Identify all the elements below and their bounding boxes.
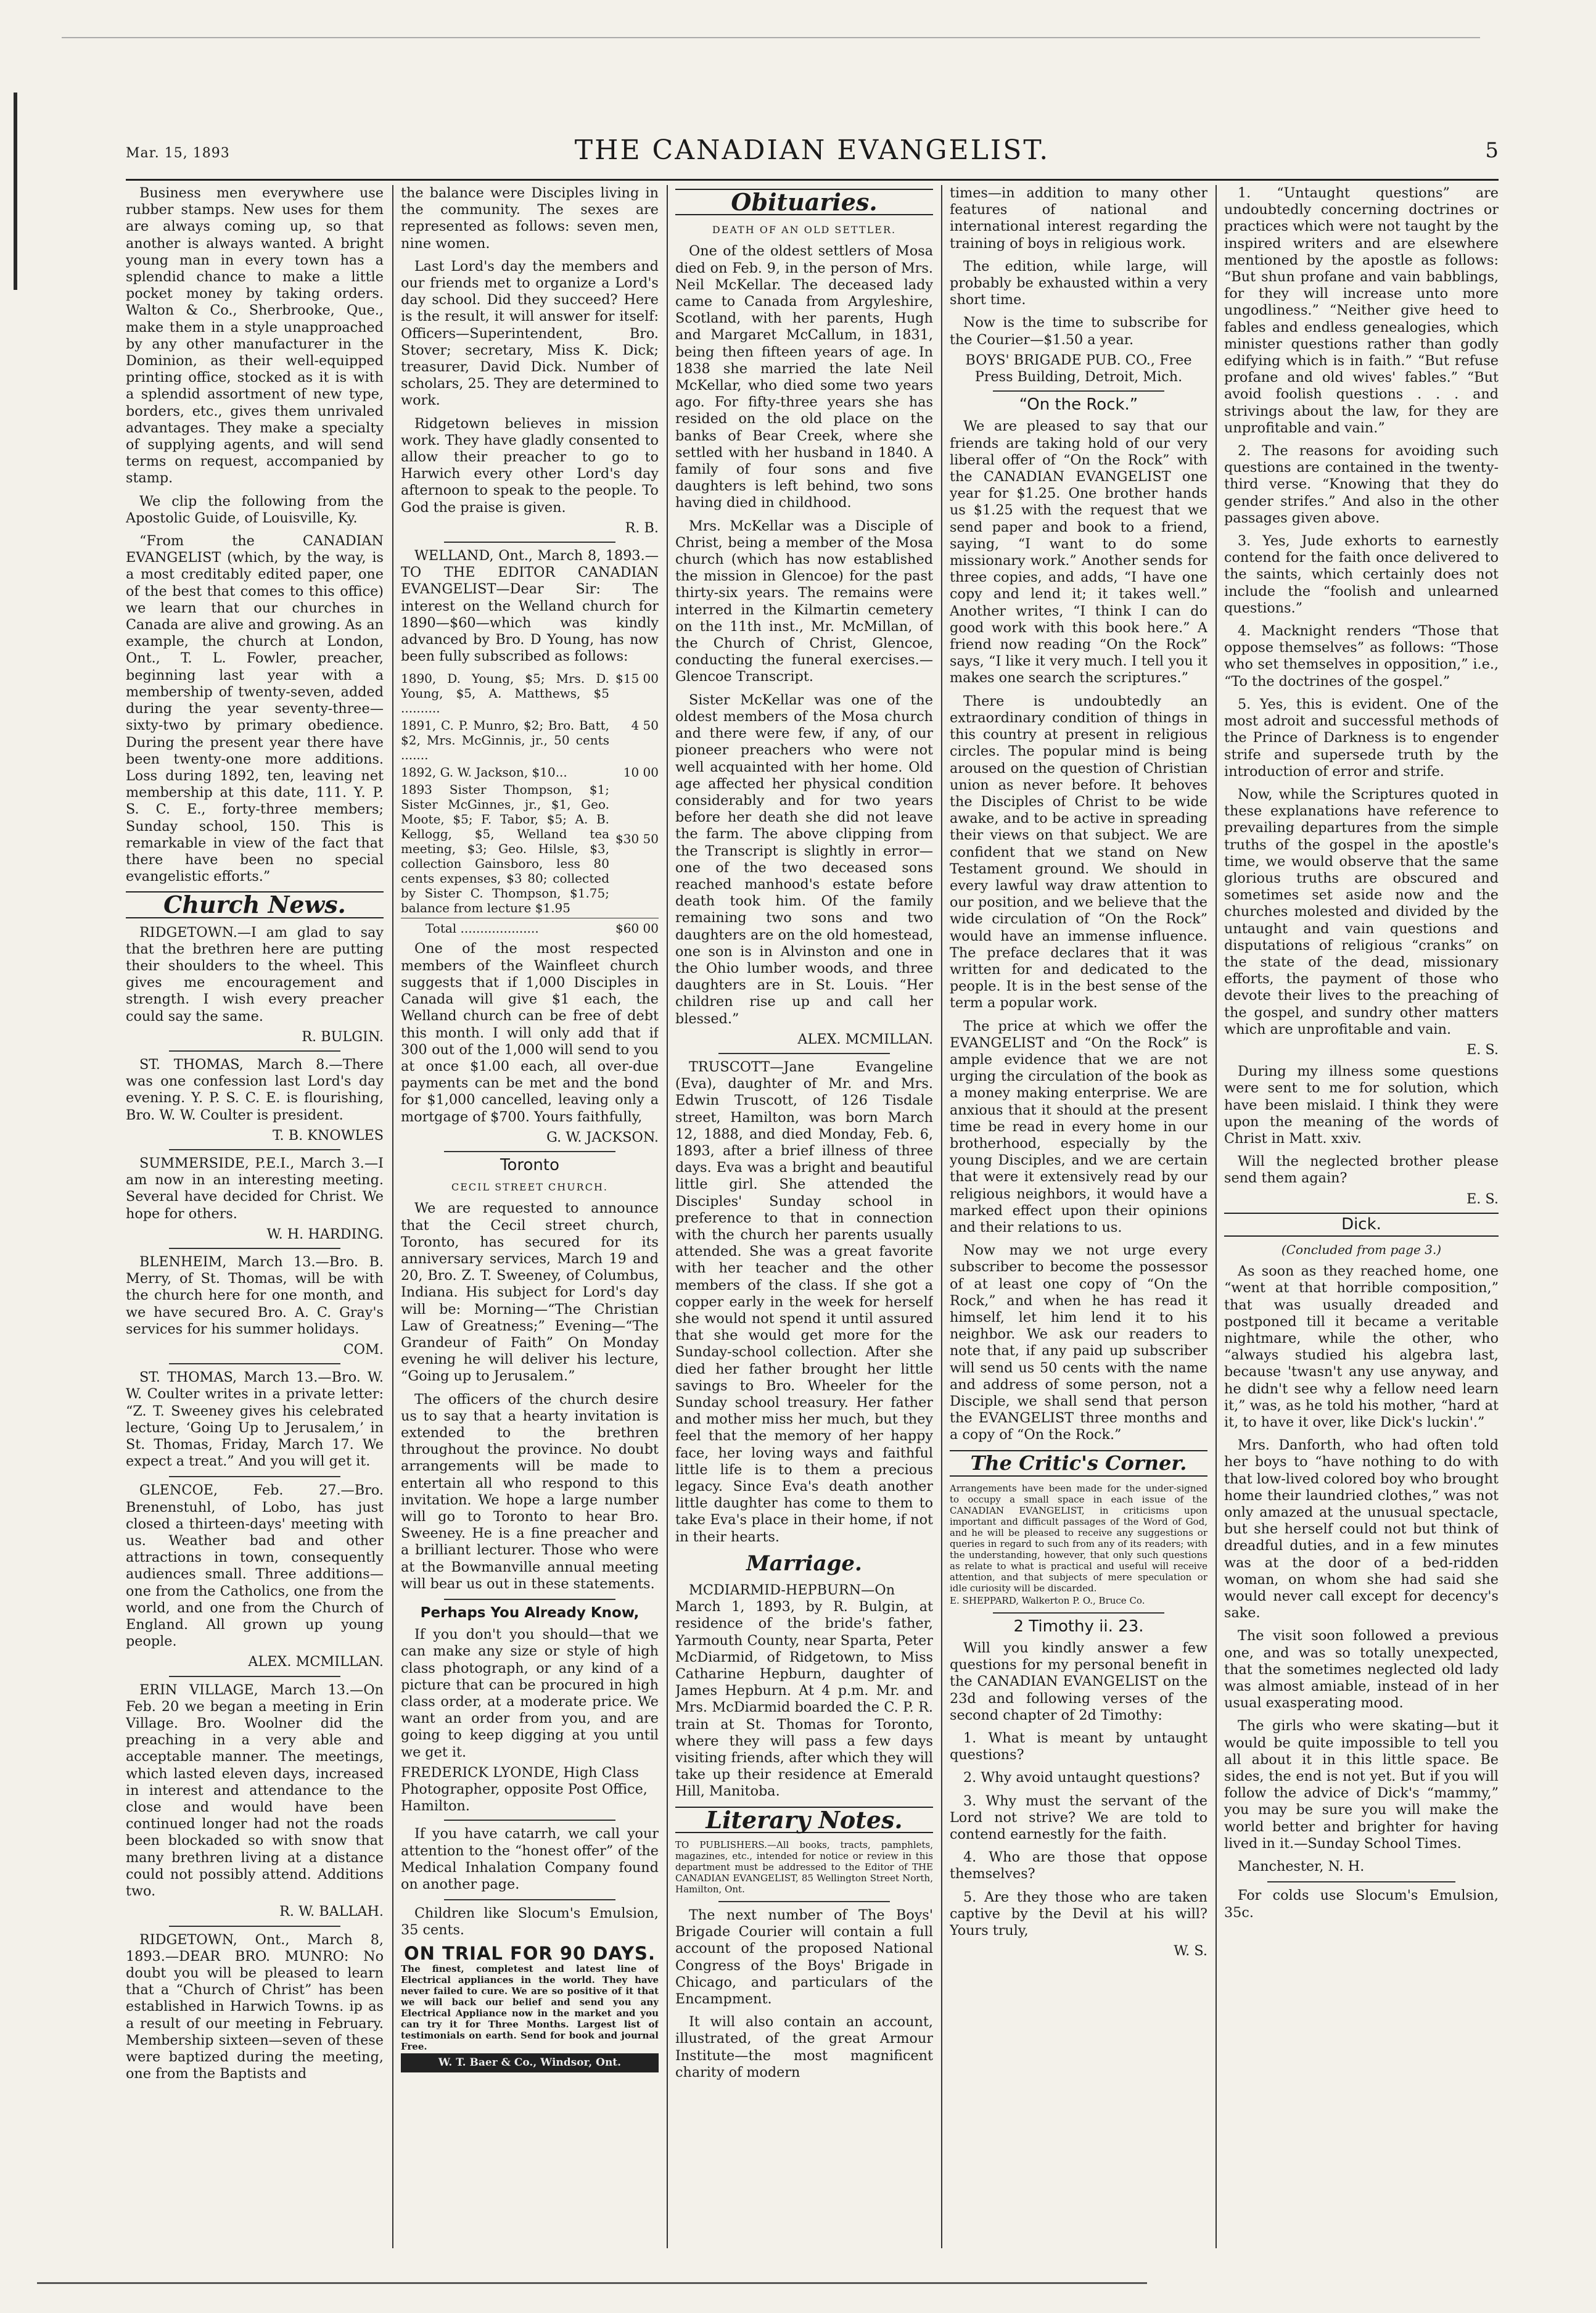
divider — [169, 1149, 340, 1150]
signature: R. B. — [625, 519, 659, 536]
quoted-paragraph: “From the CANADIAN EVANGELIST (which, by the way, is a most creditably edited paper, one of the best that comes to this office) we learn that our churches in Canada are alive and growing. As an example, the church at London, Ont., T. L. Fowler, preacher, beginning last year with a membership of twenty-seven, added during the year seventy-three—sixty-two by primary obedience. During the present year there have been twenty-one more additions. Loss during 1892, ten, leaving net membership at this date, 111. Y. P. S. C. E., forty-three members; Sunday school, 150. This is remarkable in view of the fact that there have been no special evangelistic efforts.” — [126, 533, 384, 885]
paragraph: We are requested to announce that the Cecil street church, Toronto, has secured for its anniversary services, March 19 and 20, Bro. Z. T. Sweeney, of Columbus, Indiana. His subject for Lord's day will be: Morning—“The Christian Law of Greatness;” Evening—“The Grandeur of Faith” On Monday evening he will deliver his lecture, “Going up to Jerusalem.” — [401, 1200, 659, 1385]
signature: E. S. — [1466, 1041, 1499, 1058]
on-the-rock-heading: “On the Rock.” — [1019, 395, 1138, 414]
divider — [993, 390, 1164, 392]
paragraph: Mrs. Danforth, who had often told her boys to “have nothing to do with that low-lived colored boy who brought home their laundried clothes,” was not only amazed at the unusual spectacle, but she herself could not but think of dreadful duties, and in a few minutes was at the door of a bed-ridden woman, on whom she had said she would never call except for decency's sake. — [1224, 1437, 1499, 1622]
question: 5. Are they those who are taken captive by the Devil at his will? Yours truly, — [950, 1889, 1207, 1939]
toronto-subheading: CECIL STREET CHURCH. — [451, 1181, 608, 1194]
obituaries-heading: Obituaries. — [675, 189, 933, 215]
ledger-total-amount: $60 00 — [615, 921, 659, 936]
divider — [444, 1820, 615, 1821]
divider — [169, 1050, 340, 1052]
question: 2. Why avoid untaught questions? — [963, 1770, 1200, 1786]
paragraph: Will the neglected brother please send them again? — [1224, 1153, 1499, 1187]
paragraph: For colds use Slocum's Emulsion, 35c. — [1224, 1887, 1499, 1921]
paragraph: We clip the following from the Apostolic Guide, of Louisville, Ky. — [126, 493, 384, 526]
answer: 3. Yes, Jude exhorts to earnestly contend for the faith once delivered to the saints, which certainly does not include the “foolish and unlearned questions.” — [1224, 533, 1499, 616]
column-2 — [401, 185, 659, 2257]
welland-letter: WELLAND, Ont., March 8, 1893.—TO THE EDITOR CANADIAN EVANGELIST—Dear Sir: The interest on the Welland church for 1890—$60—which was kindly advanced by Bro. D Young, has now been fully subscribed as follows: — [401, 548, 659, 665]
column-divider — [392, 185, 393, 2248]
critics-corner-signature: E. SHEPPARD, Walkerton P. O., Bruce Co. — [950, 1594, 1145, 1606]
page-number: 5 — [1485, 138, 1499, 163]
ledger-text: 1893 Sister Thompson, $1; Sister McGinnes, jr., $1, Geo. Moote, $5; F. Tabor, $5; A. B. Kellogg, $5, Welland tea meeting, $3; Geo. Hilsle, $3, collection Gainsboro, less 80 cents expenses, $3 80; collected by Sister C. Thompson, $1.75; balance from lecture $1.95 — [401, 782, 609, 916]
dick-subheading: (Concluded from page 3.) — [1281, 1242, 1442, 1257]
paragraph: It will also contain an account, illustrated, of the great Armour Institute—the most magnificent charity of modern — [675, 2014, 933, 2080]
paragraph: Now is the time to subscribe for the Courier—$1.50 a year. — [950, 315, 1207, 348]
paragraph: Now, while the Scriptures quoted in these explanations have reference to prevailing departures from the simple truths of the gospel in the apostle's time, we would observe that the same glorious truths are obscured and sometimes set aside now and the churches molested and divided by the untaught and vain questions and disputations of religious “cranks” on the state of the dead, missionary efforts, the payment of those who devote their lives to the preaching of the gospel, and sundry other matters which are unprofitable and vain. — [1224, 786, 1499, 1037]
ledger-amount: 10 00 — [623, 765, 659, 780]
ledger-amount: 4 50 — [631, 718, 659, 733]
scan-top-mark — [62, 37, 1480, 38]
trial-ad-signature: W. T. Baer & Co., Windsor, Ont. — [401, 2053, 659, 2072]
ledger-row — [401, 718, 659, 762]
paragraph: If you don't you should—that we can make any size or style of high class photograph, or any kind of a picture that can be procured in high class order, at a moderate price. We want an order from you, and are going to keep digging at you until we get it. — [401, 1627, 659, 1760]
literary-notes-heading: Literary Notes. — [675, 1807, 933, 1833]
paragraph: If you have catarrh, we call your attention to the “honest offer” of the Medical Inhalation Company found on another page. — [401, 1826, 659, 1893]
paragraph: The girls who were skating—but it would be quite impossible to tell you all about it in this little space. Be sides, the end is not yet. But if you will follow the advice of Dick's “mammy,” you may be sure you will make the world better and brighter for having lived in it.—Sunday School Times. — [1224, 1718, 1499, 1852]
divider — [444, 1899, 615, 1900]
paragraph: Last Lord's day the members and our friends met to organize a Lord's day school. Did they succeed? Here is the result, it will answer for itself: Officers—Superintendent, Bro. Stover; secretary, Miss K. Dick; treasurer, David Dick. Number of scholars, 25. They are determined to work. — [401, 258, 659, 409]
question: 3. Why must the servant of the Lord not strive? We are told to contend earnestly for the faith. — [950, 1792, 1207, 1843]
paragraph: One of the oldest settlers of Mosa died on Feb. 9, in the person of Mrs. Neil McKellar. The deceased lady came to Canada from Argyleshire, Scotland, with her parents, Hugh and Margaret McCallum, in 1831, being then fifteen years of age. In 1838 she married the late Neil McKellar, who died some two years ago. For fifty-three years she has resided on the old place on the banks of Bear Creek, where she settled with her husband in 1840. A family of four sons and five daughters is left behind, two sons having died in childhood. — [675, 243, 933, 511]
signature: ALEX. MCMILLAN. — [797, 1031, 933, 1047]
paragraph: Manchester, N. H. — [1238, 1858, 1365, 1875]
news-item: ST. THOMAS, March 13.—Bro. W. W. Coulter writes in a private letter: “Z. T. Sweeney gives his celebrated lecture, ‘Going Up to Jerusalem,’ in St. Thomas, Friday, March 17. We expect a treat.” And you will get it. — [126, 1369, 384, 1470]
divider — [718, 1053, 890, 1054]
signature: R. BULGIN. — [302, 1028, 384, 1045]
scan-bottom-mark — [37, 2282, 1147, 2284]
ledger-amount: $15 00 — [615, 671, 659, 686]
divider — [1267, 1881, 1455, 1882]
header-rule — [126, 179, 1499, 181]
paragraph: Mrs. McKellar was a Disciple of Christ, being a member of the Mosa church (which has now established the mission in Glencoe) for the past thirty-six years. The remains were interred in the Kilmartin cemetery on the 11th inst., Mr. McMillan, of the Church of Christ, Glencoe, conducting the funeral exercises.—Glencoe Transcript. — [675, 517, 933, 685]
ledger-text: 1891, C. P. Munro, $2; Bro. Batt, $2, Mrs. McGinnis, jr., 50 cents ....... — [401, 718, 609, 763]
timothy-heading: 2 Timothy ii. 23. — [1013, 1617, 1144, 1636]
column-3 — [675, 185, 933, 2257]
ledger-total-label: Total .................... — [426, 921, 539, 936]
subscription-ledger — [401, 671, 659, 936]
issue-date: Mar. 15, 1893 — [126, 146, 230, 161]
church-news-heading: Church News. — [126, 891, 384, 918]
divider — [169, 1676, 340, 1677]
column-4 — [950, 185, 1207, 2257]
paragraph: The next number of The Boys' Brigade Courier will contain a full account of the proposed National Congress of the Boys' Brigade in Chicago, and particulars of the Encampment. — [675, 1907, 933, 2007]
ledger-total-row — [401, 918, 659, 936]
answer: 5. Yes, this is evident. One of the most adroit and successful methods of the Prince of Darkness is to engender strife and supersede truth by the introduction of error and strife. — [1224, 696, 1499, 780]
paragraph: TRUSCOTT—Jane Evangeline (Eva), daughter of Mr. and Mrs. Edwin Truscott, of 126 Tisdale street, Hamilton, was born March 12, 1888, and died Monday, Feb. 6, 1893, after a brief illness of three days. Eva was a bright and beautiful little girl. She attended the Disciples' Sunday school in preference to that in connection with the church her parents usually attended. She was a great favorite with her teacher and the other members of the class. If she got a copper early in the week for herself she would not spend it until assured that she would get more for the Sunday-school collection. After she died her father brought her little savings to Bro. Wheeler for the Sunday school treasury. Her father and mother miss her much, but they feel that the memory of her happy face, her loving ways and faithful little life is to them a precious legacy. Since Eva's death another little daughter has come to them to take Eva's place in their home, if not in their hearts. — [675, 1058, 933, 1545]
answer: 2. The reasons for avoiding such questions are contained in the twenty-third verse. “Knowing that they do gender strifes.” And also in the other passages given above. — [1224, 443, 1499, 526]
obituary-subheading: DEATH OF AN OLD SETTLER. — [712, 224, 897, 236]
trial-ad-heading: ON TRIAL FOR 90 DAYS. — [404, 1942, 656, 1964]
paragraph: the balance were Disciples living in the community. The sexes are represented as follows: seven men, nine women. — [401, 185, 659, 252]
column-divider — [941, 185, 942, 2248]
news-item: GLENCOE, Feb. 27.—Bro. Brenenstuhl, of Lobo, has just closed a thirteen-days' meeting with us. Weather bad and other attractions in town, consequently audiences small. Three additions—one from the Catholics, one from the world, and one from the Church of England. All grown up young people. — [126, 1482, 384, 1650]
marriage-heading: Marriage. — [746, 1551, 862, 1576]
signature: ALEX. MCMILLAN. — [248, 1654, 384, 1670]
column-divider — [667, 185, 668, 2248]
ledger-text: 1890, D. Young, $5; Mrs. D. Young, $5, A. Matthews, $5 .......... — [401, 671, 609, 716]
signature: G. W. JACKSON. — [546, 1129, 659, 1145]
ledger-row — [401, 782, 659, 915]
news-item: ST. THOMAS, March 8.—There was one confession last Lord's day evening. Y. P. S. C. E. is flourishing, Bro. W. W. Coulter is president. — [126, 1056, 384, 1123]
toronto-heading: Toronto — [500, 1155, 559, 1174]
critics-corner-note: Arrangements have been made for the under-signed to occupy a small space in each issue of the CANADIAN EVANGELIST, in criticisms upon important and difficult passages of the Word of God, and he will be pleased to receive any suggestions or queries in regard to such from any of its readers; with the understanding, however, that only such questions as relate to what is practical and useful will receive attention, and that subjects of mere speculation or idle curiosity will be discarded. — [950, 1482, 1207, 1594]
dick-heading: Dick. — [1224, 1213, 1499, 1237]
column-5 — [1224, 185, 1499, 2257]
ledger-row — [401, 765, 659, 780]
divider — [169, 1363, 340, 1364]
publishers-note: TO PUBLISHERS.—All books, tracts, pamphlets, magazines, etc., intended for notice or review in this department must be addressed to the Editor of THE CANADIAN EVANGELIST, 85 Wellington Street North, Hamilton, Ont. — [675, 1839, 933, 1895]
question: 1. What is meant by untaught questions? — [950, 1730, 1207, 1763]
paragraph: times—in addition to many other features of national and international interest regarding the training of boys in religious work. — [950, 185, 1207, 252]
answer: 1. “Untaught questions” are undoubtedly concerning doctrines or practices which were not taught by the inspired writers and are elsewhere mentioned by the apostle as follows: “But shun profane and vain babblings, for they will increase unto more ungodliness.” “Neither give heed to fables and endless genealogies, which minister questions rather than godly edifying which is in faith.” “But refuse profane and old wives' fables.” “But avoid foolish questions . . . and strivings about the law, for they are unprofitable and vain.” — [1224, 185, 1499, 436]
paragraph: One of the most respected members of the Wainfleet church suggests that if 1,000 Disciples in Canada will give $1 each, the Welland church can be free of debt this month. I will only add that if 300 out of the 1,000 will send to you at once $1.00 each, all over-due payments can be met and the bond for $1,000 cancelled, leaving only a mortgage of $700. Yours faithfully, — [401, 941, 659, 1125]
trial-ad-text: The finest, completest and latest line of Electrical appliances in the world. They have never failed to cure. We are so positive of it that we will back our belief and send you any Electrical Appliance now in the market and you can try it for Three Months. Largest list of testimonials on earth. Send for book and journal Free. — [401, 1963, 659, 2052]
paragraph: Will you kindly answer a few questions for my personal benefit in the CANADIAN EVANGELIST on the 23d and following verses of the second chapter of 2d Timothy: — [950, 1640, 1207, 1723]
divider — [444, 542, 615, 543]
rubber-stamp-notice: Business men everywhere use rubber stamps. New uses for them are always coming up, so that another is always wanted. A bright young man in every town has a splendid chance to make a little pocket money by taking orders. Walton & Co., Sherbrooke, Que., make them in a style unapproached by any other manufacturer in the Dominion, as their well-equipped printing office, stocked as it is with a splendid assortment of new type, borders, etc., gives them unrivaled advantages. They make a specialty of supplying agents, and will send terms on request, accompanied by stamp. — [126, 185, 384, 487]
divider — [444, 1151, 615, 1152]
divider — [169, 1926, 340, 1927]
paragraph: Sister McKellar was one of the oldest members of the Mosa church and there were few, if any, of our pioneer preachers who were not well acquainted with her home. Old age affected her physical condition considerably and for two years before her death she did not leave the farm. The above clipping from the Transcript is slightly in error—one of the two deceased sons reached manhood's estate before death took him. Of the family remaining two sons and two daughters are on the old homestead, one son is in Alvinston and one in the Ohio lumber woods, and three daughters are in St. Louis. “Her children rise up and call her blessed.” — [675, 691, 933, 1027]
news-item: BLENHEIM, March 13.—Bro. B. Merry, of St. Thomas, will be with the church here for one month, and we have secured Bro. A. C. Gray's services for his summer holidays. — [126, 1253, 384, 1337]
paragraph: The visit soon followed a previous one, and was so totally unexpected, that the sometimes neglected old lady was almost amiable, instead of in her usual exasperating mood. — [1224, 1628, 1499, 1712]
signature: W. S. — [1174, 1943, 1207, 1960]
page-header — [126, 134, 1499, 171]
paragraph: The edition, while large, will probably be exhausted within a very short time. — [950, 258, 1207, 308]
divider — [444, 1599, 615, 1600]
scan-edge-mark — [14, 93, 17, 290]
divider — [718, 1901, 890, 1902]
column-divider — [1216, 185, 1217, 2248]
divider — [169, 1476, 340, 1477]
signature: E. S. — [1466, 1190, 1499, 1207]
answer: 4. Macknight renders “Those that oppose themselves” as follows: “Those who set themselves in opposition,” i.e., “To the doctrines of the gospel.” — [1224, 623, 1499, 690]
ledger-amount: $30 50 — [615, 831, 659, 847]
paragraph: MCDIARMID-HEPBURN—On March 1, 1893, by R. Bulgin, at residence of the bride's father, Yarmouth County, near Sparta, Peter McDiarmid, of Ridgetown, to Miss Catharine Hepburn, daughter of James Hepburn. At 4 p.m. Mr. and Mrs. McDiarmid boarded the C. P. R. train at St. Thomas for Toronto, where they will pass a few days visiting friends, after which they will take up their residence at Emerald Hill, Manitoba. — [675, 1582, 933, 1800]
divider — [993, 1612, 1164, 1614]
paragraph: Now may we not urge every subscriber to become the possessor of at least one copy of “On the Rock,” and when he has read it himself, let him lend it to his neighbor. We ask our readers to note that, if any paid up subscriber will send us 50 cents with the name and address of some person, not a Disciple, we shall send that person the EVANGELIST three months and a copy of “On the Rock.” — [950, 1242, 1207, 1443]
signature: BOYS' BRIGADE PUB. CO., Free Press Building, Detroit, Mich. — [965, 352, 1192, 386]
signature: FREDERICK LYONDE, High Class Photographer, opposite Post Office, Hamilton. — [401, 1764, 648, 1815]
signature: T. B. KNOWLES — [272, 1127, 384, 1144]
paragraph: Ridgetown believes in mission work. They have gladly consented to allow their preacher to go to Harwich every other Lord's day afternoon to speak to the people. To God the praise is given. — [401, 415, 659, 516]
critics-corner-heading: The Critic's Corner. — [950, 1450, 1207, 1477]
signature: COM. — [343, 1342, 384, 1358]
divider — [169, 1248, 340, 1249]
paragraph: The officers of the church desire us to say that a hearty invitation is extended to the brethren throughout the province. No doubt arrangements will be made to entertain all who respond to this invitation. We hope a large number will go to Toronto to hear Bro. Sweeney. He is a fine preacher and a brilliant lecturer. Those who were at the Bowmanville annual meeting will bear us out in these statements. — [401, 1391, 659, 1592]
news-item: ERIN VILLAGE, March 13.—On Feb. 20 we began a meeting in Erin Village. Bro. Woolner did the preaching in a very able and acceptable manner. The meetings, which lasted eleven days, increased in interest and attendance to the close and would have been continued longer had not the roads been blockaded so with snow that many brethren living at a distance could not possibly attend. Additions two. — [126, 1681, 384, 1900]
paragraph: We are pleased to say that our friends are taking hold of our very liberal offer of “On the Rock” with the CANADIAN EVANGELIST one year for $1.25. One brother hands us $1.25 with the request that we send paper and book to a friend, saying, “I want to do some missionary work.” Another sends for three copies, and adds, “I have one copy and lend it; it takes well.” Another writes, “I think I can do good work with this book here.” A friend now reading “On the Rock” says, “I like it very much. I tell you it makes one search the scriptures.” — [950, 418, 1207, 686]
signature: W. H. HARDING. — [266, 1226, 384, 1242]
column-1 — [126, 185, 384, 2257]
news-item: RIDGETOWN.—I am glad to say that the brethren here are putting their shoulders to the wheel. This gives me encouragement and strength. I wish every preacher could say the same. — [126, 924, 384, 1025]
paragraph: There is undoubtedly an extraordinary condition of things in this country at present in religious circles. The popular mind is being aroused on the question of Christian union as never before. It behoves the Disciples of Christ to be wide awake, and to be active in spreading their views on that subject. We are confident that we stand on New Testament ground. We should in every lawful way draw attention to our position, and we believe that the wide circulation of “On the Rock” would have an immense influence. The preface declares that it was written for and dedicated to the people. It is in the best sense of the term a popular work. — [950, 693, 1207, 1012]
ledger-text: 1892, G. W. Jackson, $10... — [401, 765, 567, 780]
ledger-row — [401, 671, 659, 715]
paragraph: The price at which we offer the EVANGELIST and “On the Rock” is ample evidence that we are not urging the circulation of the book as a money making enterprise. We are anxious that it should at the present time be read in every home in our brotherhood, especially by the young Disciples, and we are certain that were it extensively read by our religious neighbors, it would have a marked effect upon their opinions and their relations to us. — [950, 1018, 1207, 1235]
signature: R. W. BALLAH. — [279, 1903, 384, 1920]
paragraph: During my illness some questions were sent to me for solution, which have been mislaid. I think they were upon the meaning of the words of Christ in Matt. xxiv. — [1224, 1063, 1499, 1147]
news-item: SUMMERSIDE, P.E.I., March 3.—I am now in an interesting meeting. Several have decided for Christ. We hope for others. — [126, 1155, 384, 1222]
question: 4. Who are those that oppose themselves? — [950, 1849, 1207, 1882]
paragraph: Children like Slocum's Emulsion, 35 cents. — [401, 1905, 659, 1939]
news-item: RIDGETOWN, Ont., March 8, 1893.—DEAR BRO. MUNRO: No doubt you will be pleased to learn that a “Church of Christ” has been established in Harwich Towns. ip as a result of our meeting in February. Membership sixteen—seven of these were baptized during the meeting, one from the Baptists and — [126, 1931, 384, 2082]
paragraph: As soon as they reached home, one “went at that horrible composition,” that was usually dreaded and postponed till it became a veritable nightmare, while the other, who “always studied his algebra last, because 'twasn't any use anyway, and he didn't see why a fellow need learn it,” was, as he told his mother, “hard at it, to have it over, like Dick's luckin'.” — [1224, 1263, 1499, 1431]
masthead-title: THE CANADIAN EVANGELIST. — [574, 134, 1050, 166]
photographer-ad-heading: Perhaps You Already Know, — [420, 1605, 640, 1621]
